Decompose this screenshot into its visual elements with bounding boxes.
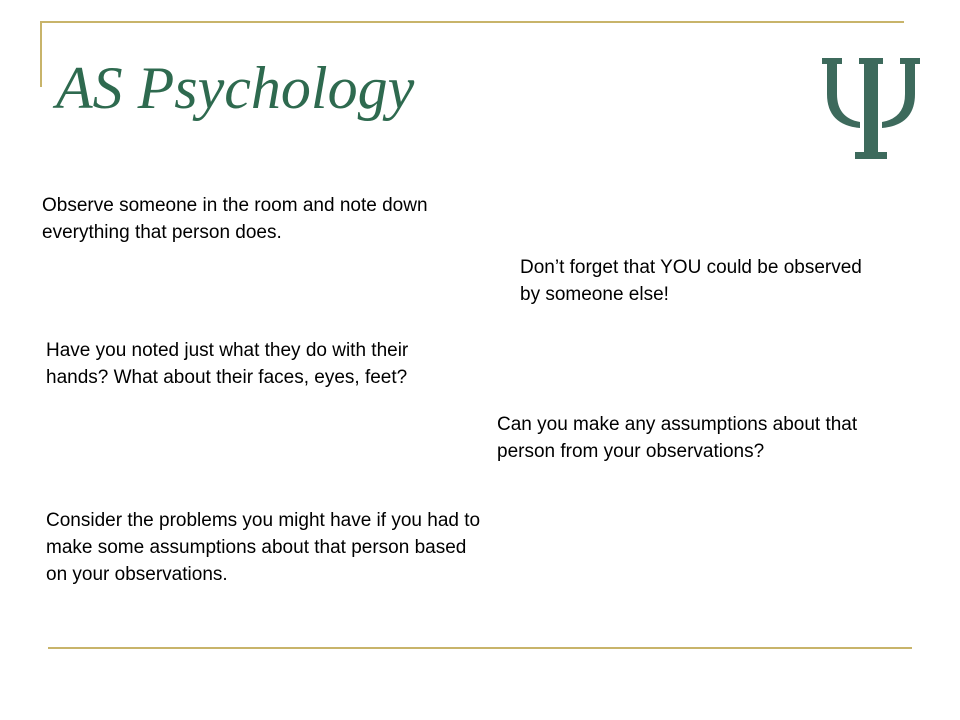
instruction-assumptions: Can you make any assumptions about that person from your observations? — [497, 414, 858, 462]
instruction-body-language: Have you noted just what they do with their hands? What about their faces, eyes, feet? — [46, 340, 409, 388]
bottom-border-line — [48, 647, 912, 649]
psi-symbol-icon — [812, 48, 930, 166]
top-border-line — [40, 21, 904, 23]
left-border-line — [40, 21, 42, 87]
instruction-reminder: Don’t forget that YOU could be observed by someone else! — [520, 257, 862, 305]
instruction-observe: Observe someone in the room and note down everything that person does. — [42, 195, 428, 243]
slide-title: AS Psychology — [56, 55, 415, 121]
instruction-problems: Consider the problems you might have if you had to make some assumptions about that person based on your observations. — [46, 510, 481, 585]
